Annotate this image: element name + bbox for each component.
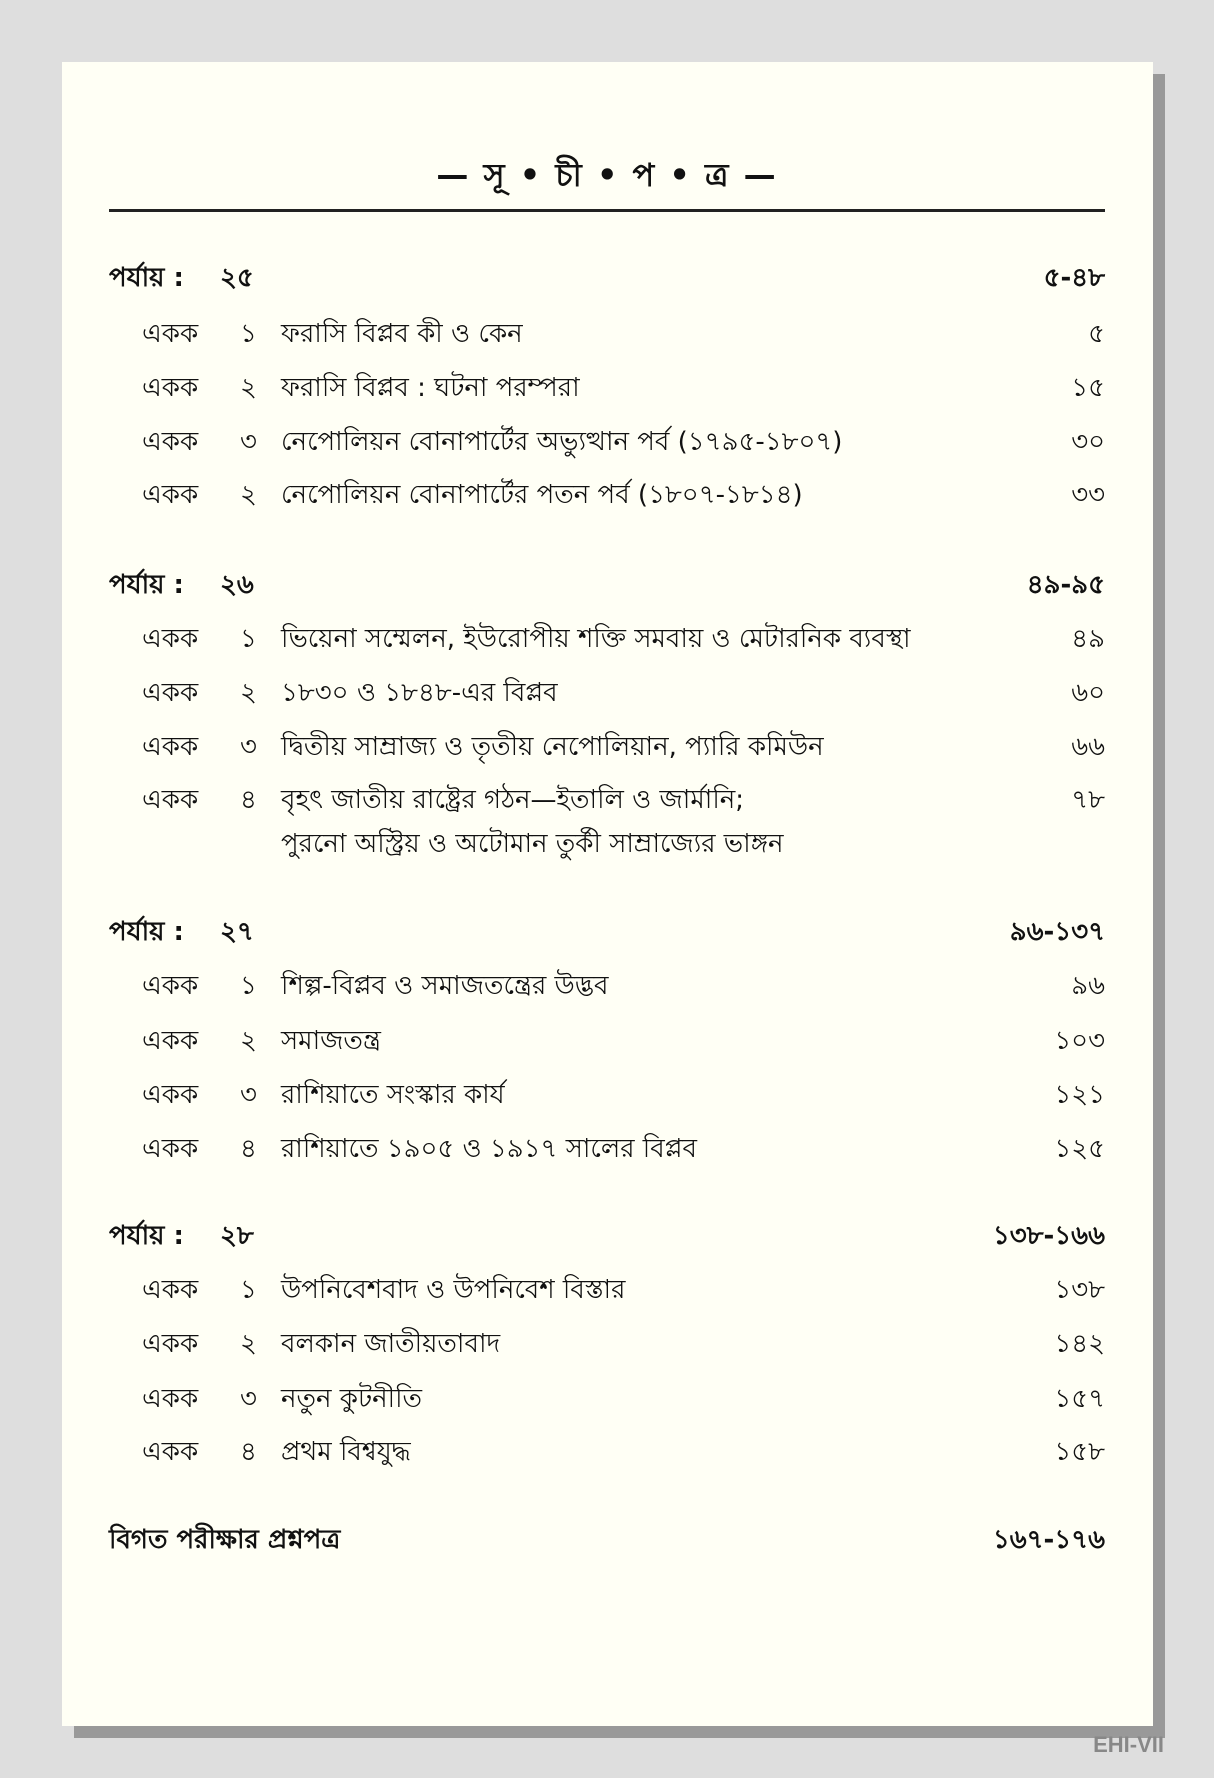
section-header[interactable]	[0, 565, 1214, 605]
unit-label: একক	[142, 1329, 199, 1359]
section-label: পর্যায় :	[109, 263, 184, 293]
unit-number: ৩	[240, 427, 257, 457]
past-papers-row[interactable]	[0, 1520, 1214, 1560]
toc-entry[interactable]	[0, 1324, 1214, 1364]
unit-label: একক	[142, 1134, 199, 1164]
unit-number: ৩	[240, 1384, 257, 1414]
unit-page: ৬০	[1071, 678, 1105, 708]
unit-label: একক	[142, 785, 199, 815]
unit-title: উপনিবেশবাদ ও উপনিবেশ বিস্তার	[281, 1275, 626, 1305]
unit-number: ২	[240, 678, 257, 708]
toc-entry[interactable]	[0, 314, 1214, 354]
unit-title: ফরাসি বিপ্লব : ঘটনা পরম্পরা	[281, 373, 580, 403]
footer-code: EHI-VII	[1093, 1732, 1164, 1757]
toc-entry[interactable]	[0, 422, 1214, 462]
toc-entry[interactable]	[0, 1129, 1214, 1169]
toc-entry[interactable]	[0, 368, 1214, 408]
unit-label: একক	[142, 732, 199, 762]
unit-title: নেপোলিয়ন বোনাপার্টের অভ্যুত্থান পর্ব (১৭৯৫-১৮০৭)	[281, 427, 843, 457]
section-pages: ১৩৮-১৬৬	[992, 1221, 1105, 1251]
toc-entry[interactable]	[0, 780, 1214, 820]
unit-number: ২	[240, 480, 257, 510]
unit-page: ৫	[1088, 319, 1105, 349]
section-label: পর্যায় :	[109, 917, 184, 947]
unit-number: ৪	[240, 1134, 257, 1164]
toc-entry[interactable]	[0, 727, 1214, 767]
unit-number: ১	[240, 319, 257, 349]
toc-entry[interactable]	[0, 673, 1214, 713]
past-papers-pages: ১৬৭-১৭৬	[992, 1525, 1105, 1555]
unit-number: ১	[240, 624, 257, 654]
unit-label: একক	[142, 1437, 199, 1467]
unit-title: ১৮৩০ ও ১৮৪৮-এর বিপ্লব	[281, 678, 558, 708]
toc-entry[interactable]	[0, 1075, 1214, 1115]
unit-number: ৩	[240, 1080, 257, 1110]
unit-title: বলকান জাতীয়তাবাদ	[281, 1329, 501, 1359]
unit-title: বৃহৎ জাতীয় রাষ্ট্রের গঠন—ইতালি ও জার্মানি;	[281, 785, 745, 815]
toc-entry-continued	[0, 824, 1214, 864]
section-pages: ৫-৪৮	[1043, 263, 1105, 293]
section-pages: ৯৬-১৩৭	[1009, 917, 1105, 947]
toc-entry[interactable]	[0, 1021, 1214, 1061]
unit-page: ১৩৮	[1054, 1275, 1105, 1305]
unit-title-line2: পুরনো অস্ট্রিয় ও অটোমান তুর্কী সাম্রাজ্যের ভাঙ্গন	[281, 829, 784, 859]
unit-page: ১২৫	[1054, 1134, 1105, 1164]
unit-number: ৪	[240, 1437, 257, 1467]
unit-page: ৬৬	[1071, 732, 1105, 762]
unit-number: ৩	[240, 732, 257, 762]
toc-entry[interactable]	[0, 475, 1214, 515]
unit-label: একক	[142, 678, 199, 708]
toc-entry[interactable]	[0, 619, 1214, 659]
unit-title: ভিয়েনা সম্মেলন, ইউরোপীয় শক্তি সমবায় ও মেটারনিক ব্যবস্থা	[281, 624, 911, 654]
unit-title: নেপোলিয়ন বোনাপার্টের পতন পর্ব (১৮০৭-১৮১৪)	[281, 480, 803, 510]
unit-page: ১৫৮	[1054, 1437, 1105, 1467]
unit-title: রাশিয়াতে সংস্কার কার্য	[281, 1080, 505, 1110]
section-label: পর্যায় :	[109, 570, 184, 600]
toc-entry[interactable]	[0, 966, 1214, 1006]
past-papers-label: বিগত পরীক্ষার প্রশ্নপত্র	[109, 1525, 341, 1555]
page-title: — সূ • চী • প • ত্র —	[436, 156, 778, 194]
unit-title: শিল্প-বিপ্লব ও সমাজতন্ত্রের উদ্ভব	[281, 971, 609, 1001]
title-divider	[109, 209, 1105, 212]
unit-number: ২	[240, 1329, 257, 1359]
unit-label: একক	[142, 624, 199, 654]
unit-title: নতুন কুটনীতি	[281, 1384, 423, 1414]
unit-page: ৯৬	[1071, 971, 1105, 1001]
unit-page: ৩০	[1071, 427, 1105, 457]
toc-entry[interactable]	[0, 1379, 1214, 1419]
unit-number: ১	[240, 971, 257, 1001]
unit-number: ২	[240, 373, 257, 403]
section-header[interactable]	[0, 258, 1214, 298]
unit-number: ১	[240, 1275, 257, 1305]
unit-page: ১৫	[1071, 373, 1105, 403]
section-number: ২৮	[220, 1221, 254, 1251]
section-header[interactable]	[0, 1216, 1214, 1256]
unit-title: দ্বিতীয় সাম্রাজ্য ও তৃতীয় নেপোলিয়ান, প্যারি কমিউন	[281, 732, 824, 762]
section-pages: ৪৯-৯৫	[1026, 570, 1105, 600]
section-number: ২৬	[220, 570, 254, 600]
section-number: ২৭	[220, 917, 254, 947]
page	[62, 62, 1153, 1726]
unit-title: রাশিয়াতে ১৯০৫ ও ১৯১৭ সালের বিপ্লব	[281, 1134, 697, 1164]
unit-label: একক	[142, 971, 199, 1001]
unit-number: ৪	[240, 785, 257, 815]
unit-label: একক	[142, 1275, 199, 1305]
unit-label: একক	[142, 1026, 199, 1056]
unit-page: ১০৩	[1054, 1026, 1105, 1056]
unit-page: ১২১	[1054, 1080, 1105, 1110]
unit-label: একক	[142, 319, 199, 349]
unit-title: প্রথম বিশ্বযুদ্ধ	[281, 1437, 411, 1467]
toc-entry[interactable]	[0, 1432, 1214, 1472]
unit-number: ২	[240, 1026, 257, 1056]
unit-label: একক	[142, 373, 199, 403]
unit-label: একক	[142, 1384, 199, 1414]
unit-label: একক	[142, 1080, 199, 1110]
unit-title: ফরাসি বিপ্লব কী ও কেন	[281, 319, 523, 349]
unit-page: ৭৮	[1071, 785, 1105, 815]
unit-page: ৩৩	[1071, 480, 1105, 510]
section-header[interactable]	[0, 912, 1214, 952]
toc-entry[interactable]	[0, 1270, 1214, 1310]
unit-page: ৪৯	[1071, 624, 1105, 654]
section-number: ২৫	[220, 263, 254, 293]
unit-label: একক	[142, 480, 199, 510]
unit-page: ১৪২	[1054, 1329, 1105, 1359]
unit-page: ১৫৭	[1054, 1384, 1105, 1414]
unit-title: সমাজতন্ত্র	[281, 1026, 381, 1056]
unit-label: একক	[142, 427, 199, 457]
section-label: পর্যায় :	[109, 1221, 184, 1251]
